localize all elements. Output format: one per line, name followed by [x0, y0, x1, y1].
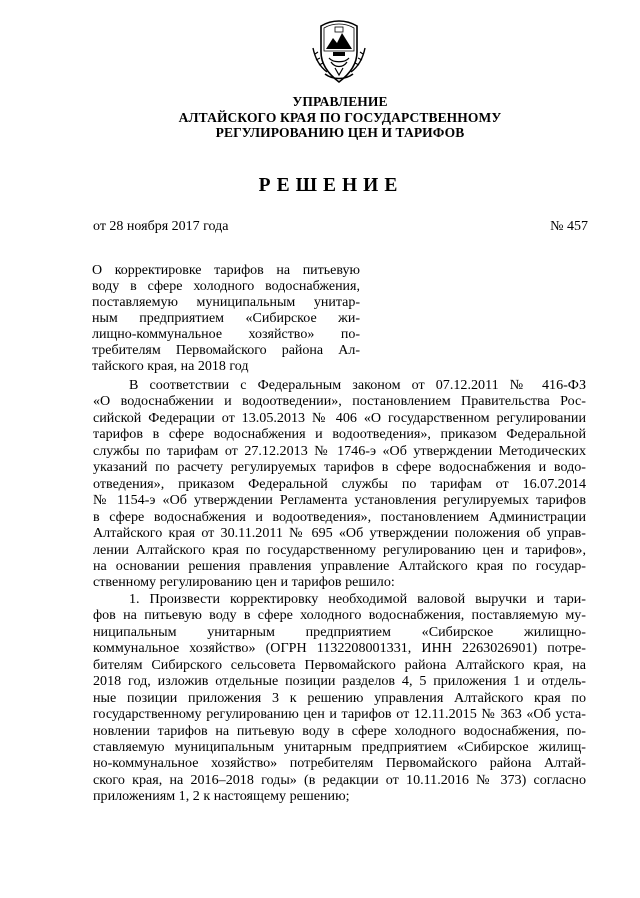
body-line: тарифов в сфере водоснабжения и водоотведения», приказом Федеральной: [93, 426, 586, 443]
body-line: коммунальное хозяйство» (ОГРН 1132208001331, ИНН 2263026901) потре-: [93, 640, 586, 657]
subject-line: ным предприятием «Сибирское жи-: [92, 311, 360, 326]
subject-line: поставляемую муниципальным унитар-: [92, 295, 360, 310]
subject-line: лищно-коммунальное хозяйство» по-: [92, 327, 360, 342]
agency-line-3: РЕГУЛИРОВАНИЮ ЦЕН И ТАРИФОВ: [215, 125, 465, 140]
subject-line: О корректировке тарифов на питьевую: [92, 263, 360, 278]
body-line: «О водоснабжении и водоотведении», постановлением Правительства Рос-: [93, 393, 586, 410]
body-line: государственному регулированию цен и тарифов от 12.11.2015 № 363 «Об уста-: [93, 706, 586, 723]
agency-line-1: УПРАВЛЕНИЕ: [292, 94, 388, 109]
body-line: лении Алтайского края по государственному регулированию цен и тарифов»,: [93, 541, 586, 558]
body-line: отведения», приказом Федеральной службы по тарифам от 16.07.2014: [93, 475, 586, 492]
altai-coat-of-arms-icon: [309, 18, 369, 86]
body-line: Алтайского края от 30.11.2011 № 695 «Об утверждении положения об управ-: [93, 525, 586, 542]
body-line: ского края, на 2016–2018 годы» (в редакции от 10.11.2016 № 373) согласно: [93, 771, 586, 788]
body-line: ставляемую муниципальным унитарным предприятием «Сибирское жилищ-: [93, 738, 586, 755]
body-line: ные позиции приложения 3 к решению управления Алтайского края по: [93, 689, 586, 706]
body-line: ниципальным унитарным предприятием «Сибирское жилищно-: [93, 623, 586, 640]
body-line: № 1154-э «Об утверждении Регламента установления регулируемых тарифов: [93, 492, 586, 509]
agency-name: [140, 94, 540, 141]
subject-line: требителям Первомайского района Ал-: [92, 343, 360, 358]
body-line: 2018 год, изложив отдельные позиции разделов 4, 5 приложения 1 и отдель-: [93, 673, 586, 690]
document-number: № 457: [550, 219, 588, 234]
body-line: приложениям 1, 2 к настоящему решению;: [93, 788, 350, 805]
body-line: новлении тарифов на питьевую воду в сфере холодного водоснабжения, по-: [93, 722, 586, 739]
body-line: сийской Федерации от 13.05.2013 № 406 «О государственном регулировании: [93, 409, 586, 426]
document-date: от 28 ноября 2017 года: [93, 219, 229, 234]
document-subject: [92, 263, 360, 375]
body-line: на основании решения правления управление Алтайского края по государ-: [93, 557, 586, 574]
document-body: [93, 377, 586, 805]
body-line: В соответствии с Федеральным законом от 07.12.2011 № 416-ФЗ: [129, 377, 586, 393]
subject-line: тайского края, на 2018 год: [92, 359, 249, 374]
body-line: фов на питьевую воду в сфере холодного водоснабжения, поставляемую му-: [93, 607, 586, 624]
body-line: службы по тарифам от 27.12.2013 № 1746-э «Об утверждении Методических: [93, 442, 586, 459]
body-line: 1. Произвести корректировку необходимой валовой выручки и тари-: [129, 590, 586, 607]
agency-line-2: АЛТАЙСКОГО КРАЯ ПО ГОСУДАРСТВЕННОМУ: [178, 109, 502, 125]
body-line: бителям Сибирского сельсовета Первомайского района Алтайского края, на: [93, 656, 586, 673]
document-type-title: РЕШЕНИЕ: [258, 175, 404, 196]
body-line: но-коммунальное хозяйство» потребителям Первомайского района Алтай-: [93, 755, 586, 772]
body-line: в сфере водоснабжения и водоотведения», постановлением Администрации: [93, 508, 586, 525]
body-line: указаний по расчету регулируемых тарифов в сфере водоснабжения и водо-: [93, 459, 586, 476]
body-line: ственному регулированию цен и тарифов решило:: [93, 574, 395, 591]
subject-line: воду в сфере холодного водоснабжения,: [92, 279, 360, 294]
